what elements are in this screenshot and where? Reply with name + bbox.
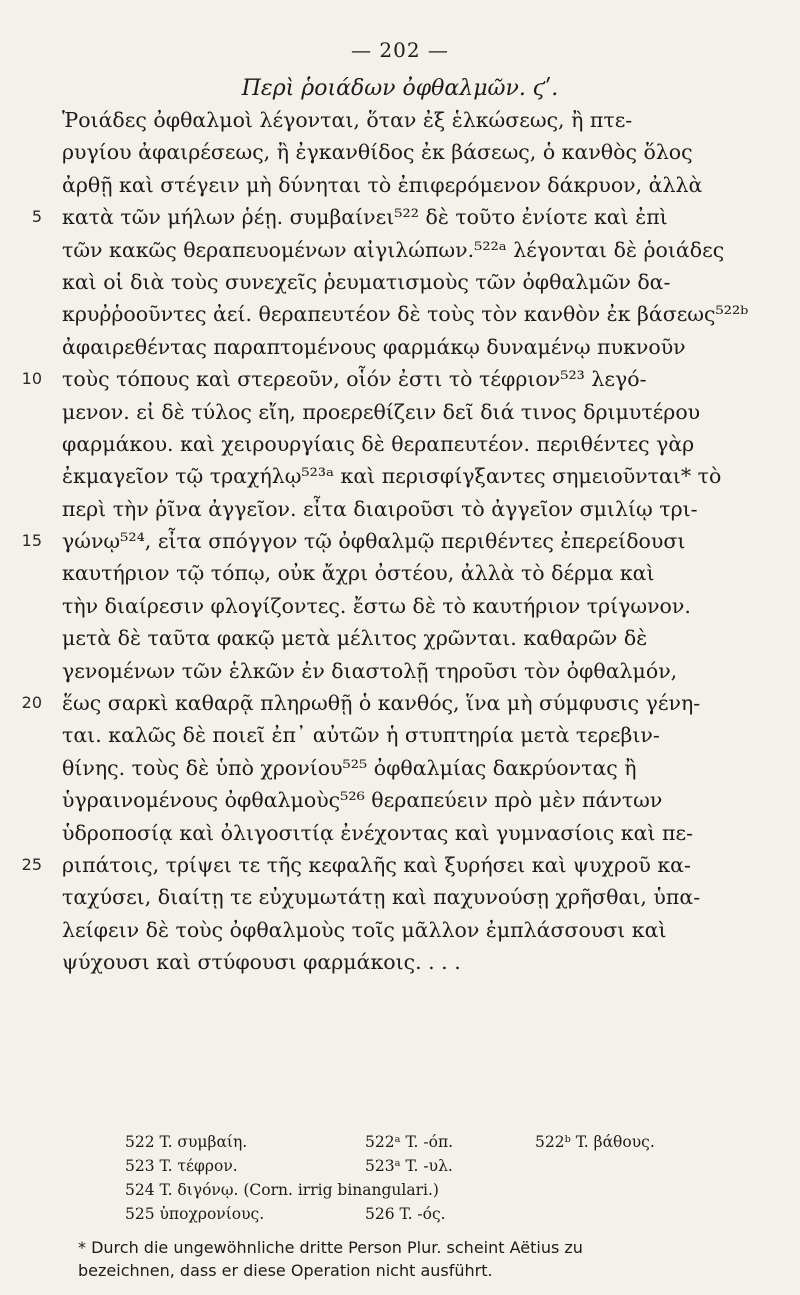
line-number: 20 xyxy=(21,693,42,713)
line-text: λείφειν δὲ τοὺς ὀφθαλμοὺς τοῖς μᾶλλον ἐμπλάσσουσι καὶ xyxy=(62,917,667,942)
text-line xyxy=(31,201,762,233)
line-text: μενον. εἰ δὲ τύλος εἴη, προερεθίζειν δεῖ διά τινος δριμυτέρου xyxy=(62,399,701,424)
text-line xyxy=(62,428,762,460)
note-row xyxy=(125,1154,765,1178)
line-number: 10 xyxy=(21,369,42,389)
text-line xyxy=(62,136,762,168)
text-line xyxy=(62,266,762,298)
line-text: τῶν κακῶς θεραπευομένων αἰγιλώπων.⁵²²ᵃ λέγονται δὲ ῥοιάδες xyxy=(62,237,725,262)
line-number: 5 xyxy=(31,207,42,227)
text-line xyxy=(62,298,762,330)
line-text: ὑγραινομένους ὀφθαλμοὺς⁵²⁶ θεραπεύειν πρὸ μὲν πάντων xyxy=(62,788,663,813)
text-line xyxy=(21,525,762,557)
text-line xyxy=(62,784,762,816)
text-line xyxy=(21,687,762,719)
line-text: κατὰ τῶν μήλων ῥέῃ. συμβαίνει⁵²² δὲ τοῦτο ἐνίοτε καὶ ἐπὶ xyxy=(62,205,668,230)
note-entry: 526 T. -ός. xyxy=(365,1205,446,1223)
footnote-line-1: * Durch die ungewöhnliche dritte Person Plur. scheint Aëtius zu xyxy=(78,1238,583,1257)
text-line xyxy=(62,881,762,913)
line-text: ρυγίου ἀφαιρέσεως, ἢ ἐγκανθίδος ἐκ βάσεως, ὁ κανθὸς ὅλος xyxy=(62,140,693,165)
line-text: καὶ οἱ διὰ τοὺς συνεχεῖς ῥευματισμοὺς τῶν ὀφθαλμῶν δα- xyxy=(62,269,671,294)
footnote-line-2: bezeichnen, dass er diese Operation nicht ausführt. xyxy=(78,1261,493,1280)
text-line xyxy=(62,234,762,266)
line-text: ἀρθῇ καὶ στέγειν μὴ δύνηται τὸ ἐπιφερόμενον δάκρυον, ἀλλὰ xyxy=(62,172,703,197)
text-line xyxy=(62,622,762,654)
line-text: ἕως σαρκὶ καθαρᾷ πληρωθῇ ὁ κανθός, ἵνα μὴ σύμφυσις γένη- xyxy=(62,691,701,716)
note-entry: 522 T. συμβαίη. xyxy=(125,1133,248,1151)
text-line xyxy=(62,104,762,136)
line-text: ἐκμαγεῖον τῷ τραχήλῳ⁵²³ᵃ καὶ περισφίγξαντες σημειοῦνται* τὸ xyxy=(62,464,722,489)
line-text: τὴν διαίρεσιν φλογίζοντες. ἔστω δὲ τὸ καυτήριον τρίγωνον. xyxy=(62,593,691,618)
note-entry: 523 T. τέφρον. xyxy=(125,1157,238,1175)
main-text xyxy=(21,104,762,979)
note-entry: 522ᵃ T. -όπ. xyxy=(365,1133,454,1151)
note-entry: 524 T. διγόνῳ. (Corn. irrig binangulari.) xyxy=(125,1181,439,1199)
note-entry: 525 ὑποχρονίους. xyxy=(125,1205,265,1223)
text-line xyxy=(62,752,762,784)
line-text: φαρμάκου. καὶ χειρουργίαις δὲ θεραπευτέον. περιθέντες γὰρ xyxy=(62,431,695,456)
text-line xyxy=(21,363,762,395)
text-line xyxy=(62,914,762,946)
apparatus-notes xyxy=(125,1130,765,1226)
text-line xyxy=(62,817,762,849)
section-title: Περὶ ῥοιάδων ὀφθαλμῶν. ϛʹ. xyxy=(241,76,559,101)
note-row xyxy=(125,1130,765,1154)
line-text: περὶ τὴν ῥῖνα ἀγγεῖον. εἶτα διαιροῦσι τὸ ἀγγεῖον σμιλίῳ τρι- xyxy=(62,496,698,521)
line-number: 25 xyxy=(21,854,42,874)
line-text: Ῥοιάδες ὀφθαλμοὶ λέγονται, ὅταν ἐξ ἑλκώσεως, ἢ πτε- xyxy=(62,108,633,132)
line-text: κρυῤῥοοῦντες ἀεί. θεραπευτέον δὲ τοὺς τὸν κανθὸν ἐκ βάσεως⁵²²ᵇ xyxy=(62,302,749,327)
line-text: ται. καλῶς δὲ ποιεῖ ἐπ᾽ αὐτῶν ἡ στυπτηρία μετὰ τερεβιν- xyxy=(62,723,660,748)
note-entry: 522ᵇ T. βάθους. xyxy=(535,1133,655,1151)
footnote xyxy=(78,1236,768,1282)
line-text: μετὰ δὲ ταῦτα φακῷ μετὰ μέλιτος χρῶνται. καθαρῶν δὲ xyxy=(62,626,648,651)
line-text: ψύχουσι καὶ στύφουσι φαρμάκοις. . . . xyxy=(62,950,461,975)
line-text: καυτήριον τῷ τόπῳ, οὐκ ἄχρι ὀστέου, ἀλλὰ τὸ δέρμα καὶ xyxy=(62,561,655,586)
text-line xyxy=(62,946,762,978)
note-entry: 523ᵃ T. -υλ. xyxy=(365,1157,453,1175)
line-number: 15 xyxy=(21,531,42,551)
line-text: θίνης. τοὺς δὲ ὑπὸ χρονίου⁵²⁵ ὀφθαλμίας δακρύοντας ἢ xyxy=(62,755,637,780)
text-line xyxy=(62,655,762,687)
text-line xyxy=(62,169,762,201)
line-text: ταχύσει, διαίτῃ τε εὐχυμωτάτῃ καὶ παχυνούσῃ χρῆσθαι, ὑπα- xyxy=(62,885,701,910)
line-text: γενομένων τῶν ἑλκῶν ἐν διαστολῇ τηροῦσι τὸν ὀφθαλμόν, xyxy=(62,658,678,683)
line-text: ὑδροποσίᾳ καὶ ὀλιγοσιτίᾳ ἐνέχοντας καὶ γυμνασίοις καὶ πε- xyxy=(62,820,694,845)
text-line xyxy=(62,557,762,589)
note-row xyxy=(125,1178,765,1202)
text-line xyxy=(21,849,762,881)
line-text: ριπάτοις, τρίψει τε τῆς κεφαλῆς καὶ ξυρήσει καὶ ψυχροῦ κα- xyxy=(62,852,691,877)
line-text: τοὺς τόπους καὶ στερεοῦν, οἷόν ἐστι τὸ τέφριον⁵²³ λεγό- xyxy=(62,367,647,392)
text-line xyxy=(62,493,762,525)
text-line xyxy=(62,331,762,363)
page-number: — 202 — xyxy=(351,38,449,62)
text-line xyxy=(62,719,762,751)
text-line xyxy=(62,590,762,622)
line-text: γώνῳ⁵²⁴, εἶτα σπόγγον τῷ ὀφθαλμῷ περιθέντες ἐπερείδουσι xyxy=(62,529,686,554)
line-text: ἀφαιρεθέντας παραπτομένους φαρμάκῳ δυναμένῳ πυκνοῦν xyxy=(62,334,686,359)
text-line xyxy=(62,460,762,492)
note-row xyxy=(125,1202,765,1226)
text-line xyxy=(62,396,762,428)
